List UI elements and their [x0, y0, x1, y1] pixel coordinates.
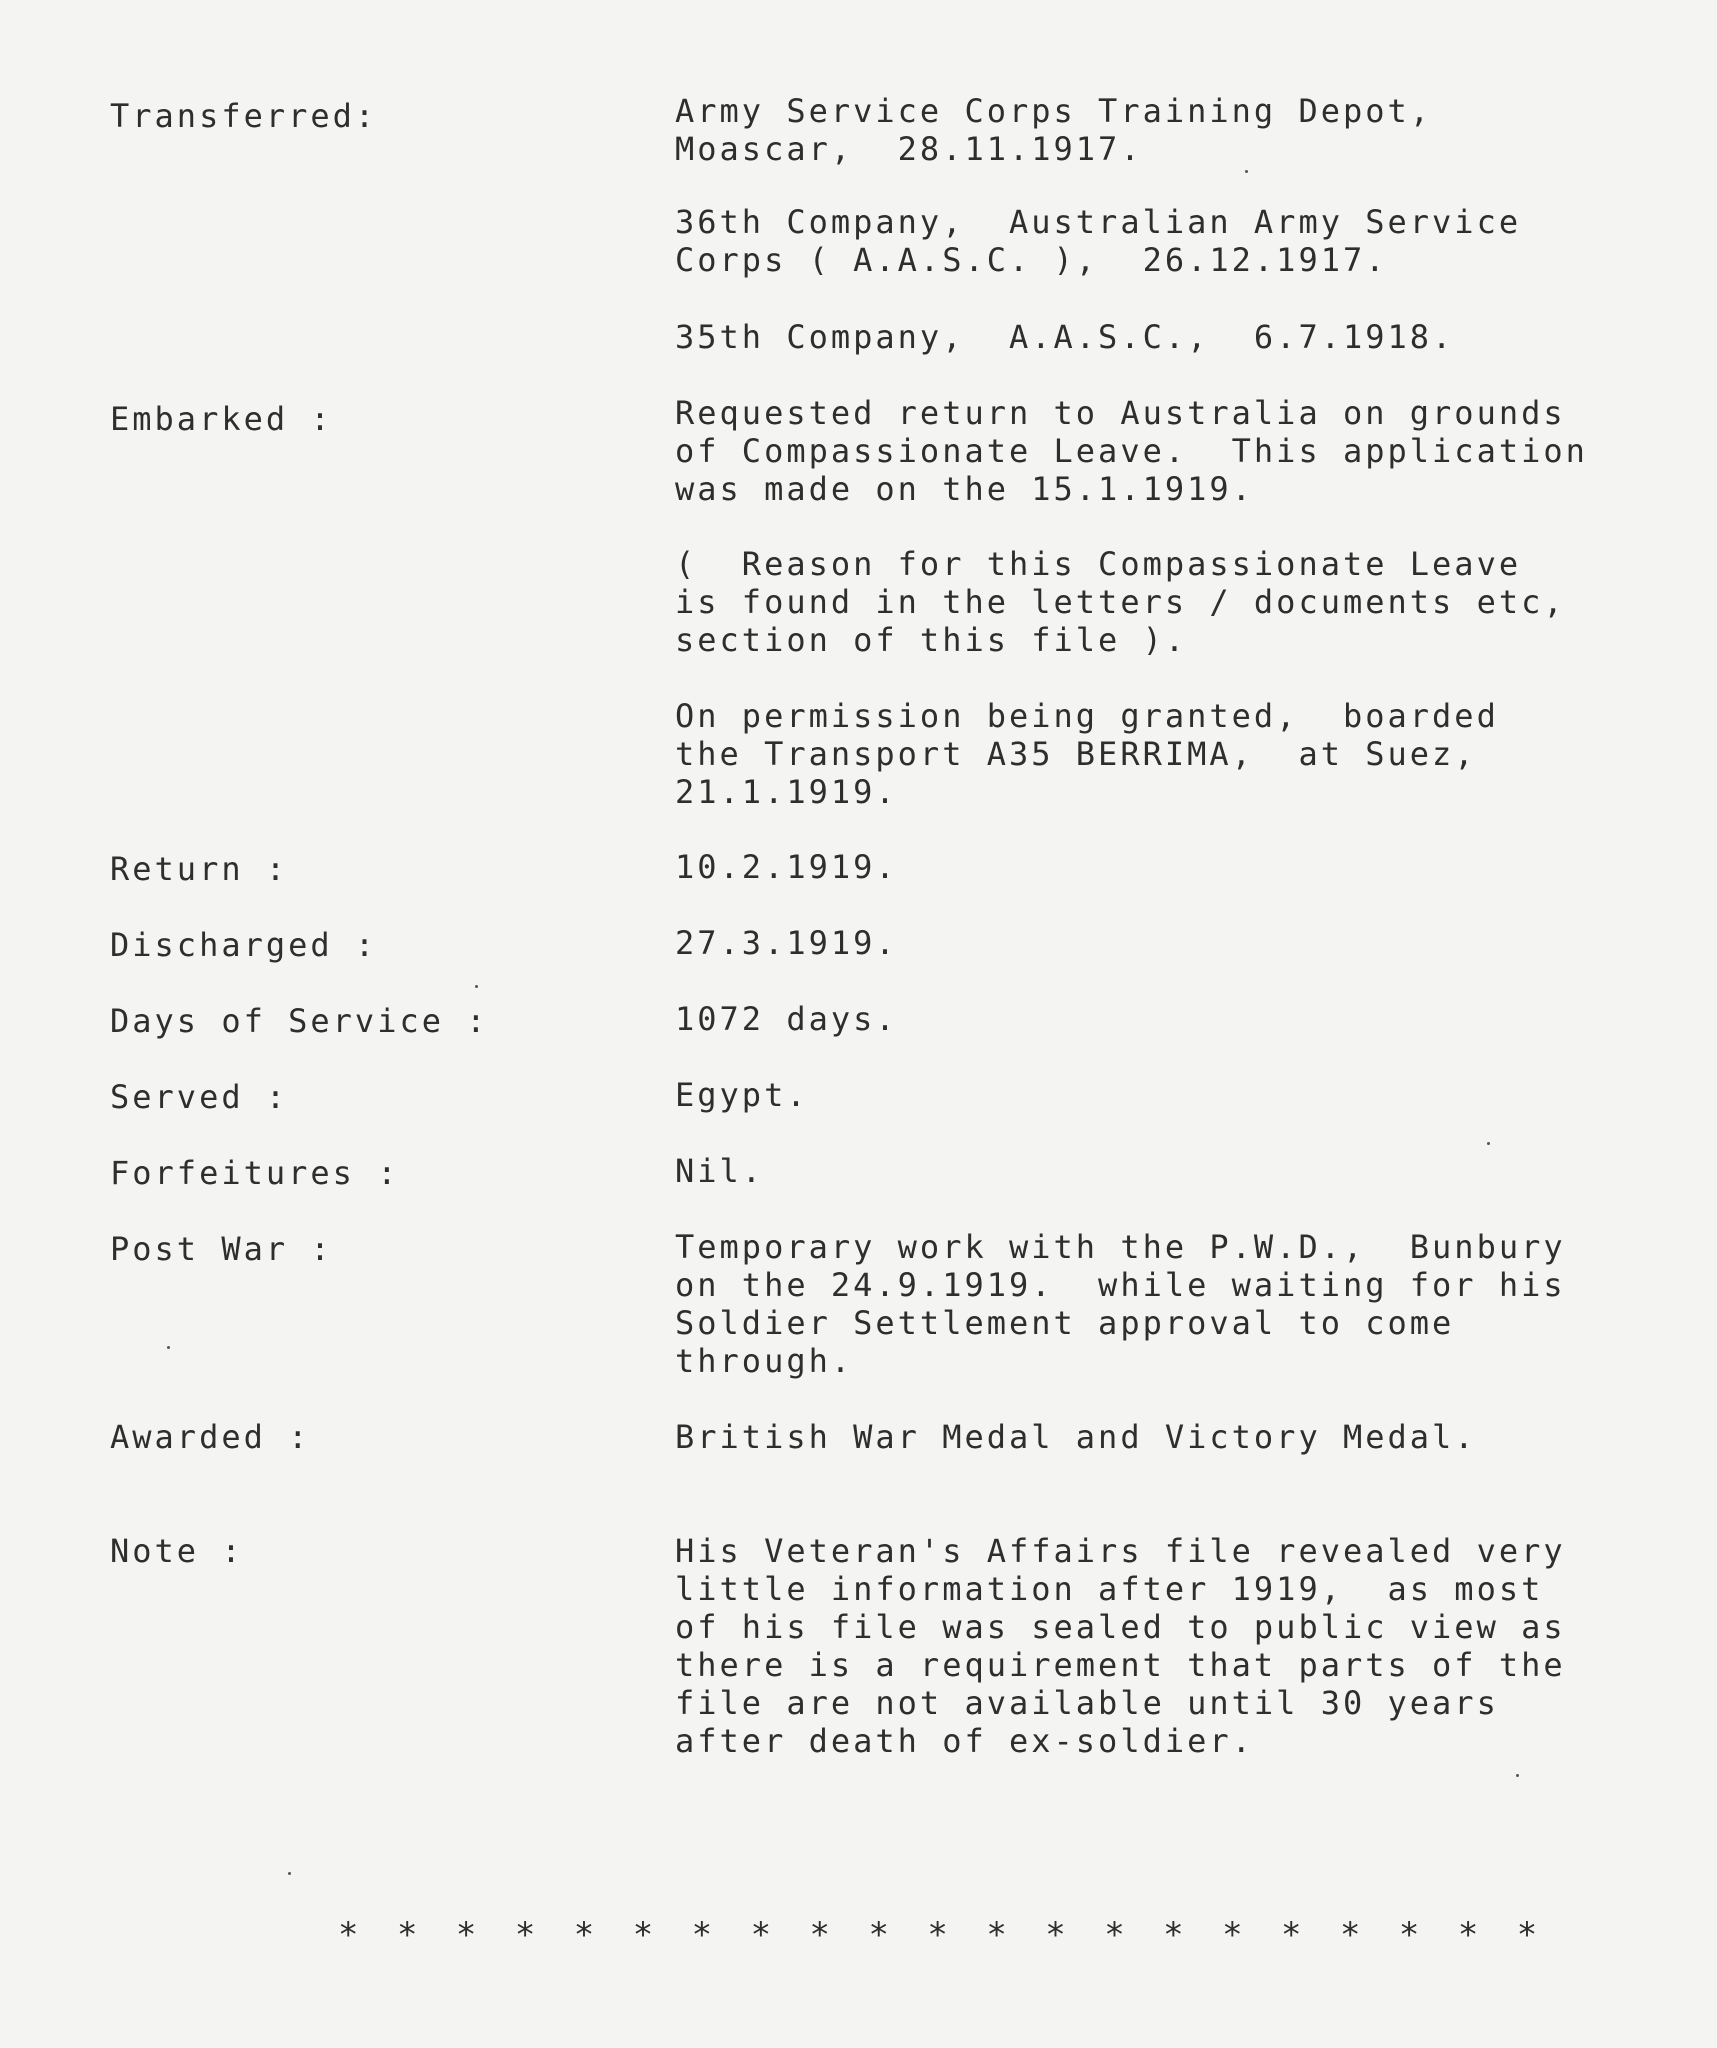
- value-transferred-3: 35th Company, A.A.S.C., 6.7.1918.: [675, 318, 1455, 356]
- value-embarked-3: On permission being granted, boarded the Transport A35 BERRIMA, at Suez, 21.1.1919.: [675, 697, 1499, 811]
- label-served: Served :: [110, 1078, 289, 1116]
- value-discharged: 27.3.1919.: [675, 924, 898, 962]
- value-days-of-service: 1072 days.: [675, 1000, 898, 1038]
- label-note: Note :: [110, 1532, 244, 1570]
- value-forfeitures: Nil.: [675, 1152, 765, 1190]
- label-forfeitures: Forfeitures :: [110, 1154, 400, 1192]
- scan-speck: [475, 985, 478, 988]
- label-days-of-service: Days of Service :: [110, 1002, 489, 1040]
- value-embarked-2: ( Reason for this Compassionate Leave is found in the letters / documents etc, section of this file ).: [675, 545, 1566, 659]
- label-return: Return :: [110, 850, 289, 888]
- value-transferred-1: Army Service Corps Training Depot, Moascar, 28.11.1917.: [675, 92, 1433, 168]
- label-embarked: Embarked :: [110, 400, 333, 438]
- value-embarked-1: Requested return to Australia on grounds of Compassionate Leave. This application was made on the 15.1.1919.: [675, 394, 1588, 508]
- value-awarded: British War Medal and Victory Medal.: [675, 1418, 1477, 1456]
- value-served: Egypt.: [675, 1076, 809, 1114]
- asterisk-separator: * * * * * * * * * * * * * * * * * * * * *: [338, 1915, 1547, 1955]
- value-post-war: Temporary work with the P.W.D., Bunbury on the 24.9.1919. while waiting for his Soldier Settlement approval to come through.: [675, 1228, 1566, 1380]
- value-return: 10.2.1919.: [675, 848, 898, 886]
- scan-speck: [1516, 1774, 1519, 1777]
- scan-speck: [1487, 1142, 1490, 1145]
- value-transferred-2: 36th Company, Australian Army Service Corps ( A.A.S.C. ), 26.12.1917.: [675, 203, 1522, 279]
- value-note: His Veteran's Affairs file revealed very little information after 1919, as most of his file was sealed to public view as there is a requirement that parts of the file are not available until 30 years after death of ex-soldier.: [675, 1532, 1566, 1760]
- label-discharged: Discharged :: [110, 926, 378, 964]
- label-post-war: Post War :: [110, 1230, 333, 1268]
- scan-speck: [1245, 170, 1248, 173]
- scan-speck: [167, 1346, 170, 1349]
- label-awarded: Awarded :: [110, 1418, 311, 1456]
- label-transferred: Transferred:: [110, 97, 378, 135]
- scan-speck: [288, 1872, 291, 1875]
